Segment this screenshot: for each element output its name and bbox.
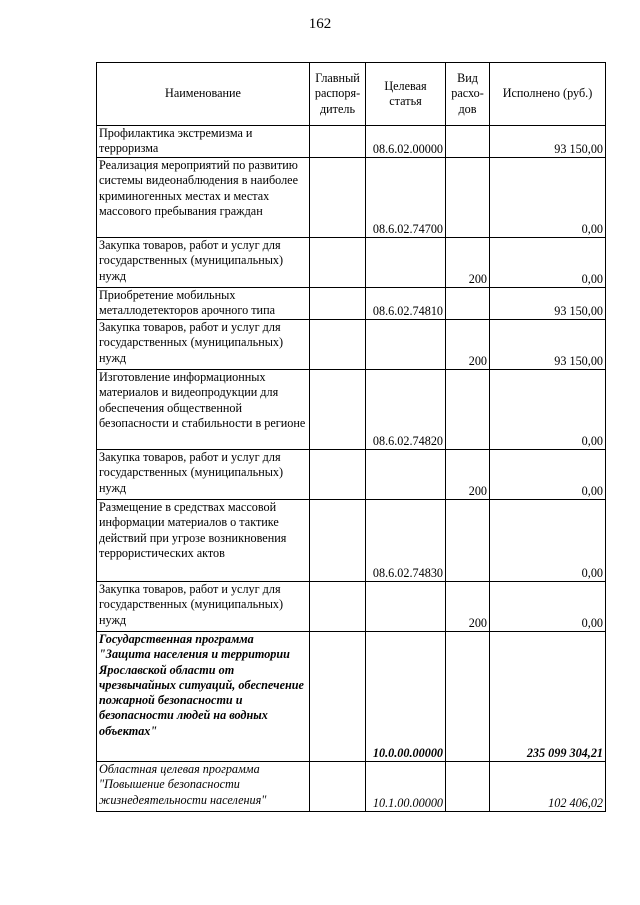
row-amount: 93 150,00 [490, 320, 606, 370]
row-code: 08.6.02.00000 [366, 126, 446, 158]
row-name: Закупка товаров, работ и услуг для государственных (муниципальных) нужд [97, 238, 310, 288]
row-name: Размещение в средствах массовой информации материалов о тактике действий при угрозе возникновения террористических актов [97, 500, 310, 582]
row-amount: 93 150,00 [490, 288, 606, 320]
row-code: 10.1.00.00000 [366, 762, 446, 812]
row-type [446, 158, 490, 238]
row-name: Профилактика экстремизма и терроризма [97, 126, 310, 158]
row-type [446, 762, 490, 812]
row-manager [310, 126, 366, 158]
row-code [366, 450, 446, 500]
row-name: Закупка товаров, работ и услуг для государственных (муниципальных) нужд [97, 582, 310, 632]
row-amount: 0,00 [490, 158, 606, 238]
table-row [97, 370, 606, 450]
page-number: 162 [308, 16, 332, 32]
row-manager [310, 238, 366, 288]
row-code: 10.0.00.00000 [366, 632, 446, 762]
row-type: 200 [446, 582, 490, 632]
row-manager [310, 500, 366, 582]
row-code: 08.6.02.74810 [366, 288, 446, 320]
row-name: Государственная программа "Защита населения и территории Ярославской области от чрезвычайных ситуаций, обеспечение пожарной безопасности и безопасности людей на водных объектах" [97, 632, 310, 762]
table-row [97, 500, 606, 582]
row-manager [310, 762, 366, 812]
row-amount: 102 406,02 [490, 762, 606, 812]
row-type: 200 [446, 320, 490, 370]
row-name: Реализация мероприятий по развитию системы видеонаблюдения в наиболее криминогенных местах и местах массового пребывания граждан [97, 158, 310, 238]
row-manager [310, 158, 366, 238]
table-row [97, 126, 606, 158]
row-amount: 93 150,00 [490, 126, 606, 158]
row-manager [310, 288, 366, 320]
row-type [446, 500, 490, 582]
row-code: 08.6.02.74700 [366, 158, 446, 238]
row-manager [310, 582, 366, 632]
table-row [97, 632, 606, 762]
table-row [97, 320, 606, 370]
row-code [366, 320, 446, 370]
row-type [446, 126, 490, 158]
row-manager [310, 320, 366, 370]
row-amount: 0,00 [490, 450, 606, 500]
row-manager [310, 632, 366, 762]
row-code: 08.6.02.74830 [366, 500, 446, 582]
table-row [97, 450, 606, 500]
row-name: Изготовление информационных материалов и видеопродукции для обеспечения общественной безопасности и стабильности в регионе [97, 370, 310, 450]
header-target: Целевая статья [366, 63, 446, 126]
row-manager [310, 450, 366, 500]
table-row [97, 288, 606, 320]
row-amount: 0,00 [490, 370, 606, 450]
row-amount: 235 099 304,21 [490, 632, 606, 762]
row-amount: 0,00 [490, 500, 606, 582]
header-executed: Исполнено (руб.) [490, 63, 606, 126]
table-header-row [97, 63, 606, 126]
row-type [446, 288, 490, 320]
row-name: Приобретение мобильных металлодетекторов арочного типа [97, 288, 310, 320]
header-type: Вид расхо-дов [446, 63, 490, 126]
row-type: 200 [446, 238, 490, 288]
table-row [97, 238, 606, 288]
row-amount: 0,00 [490, 238, 606, 288]
row-code [366, 582, 446, 632]
header-manager: Главный распоря-дитель [310, 63, 366, 126]
table-row [97, 582, 606, 632]
header-name: Наименование [97, 63, 310, 126]
row-name: Областная целевая программа "Повышение безопасности жизнедеятельности населения" [97, 762, 310, 812]
row-manager [310, 370, 366, 450]
row-amount: 0,00 [490, 582, 606, 632]
table-row [97, 762, 606, 812]
row-name: Закупка товаров, работ и услуг для государственных (муниципальных) нужд [97, 450, 310, 500]
row-type [446, 632, 490, 762]
table-row [97, 158, 606, 238]
row-name: Закупка товаров, работ и услуг для государственных (муниципальных) нужд [97, 320, 310, 370]
row-code: 08.6.02.74820 [366, 370, 446, 450]
row-code [366, 238, 446, 288]
row-type: 200 [446, 450, 490, 500]
budget-execution-table [96, 62, 606, 812]
row-type [446, 370, 490, 450]
